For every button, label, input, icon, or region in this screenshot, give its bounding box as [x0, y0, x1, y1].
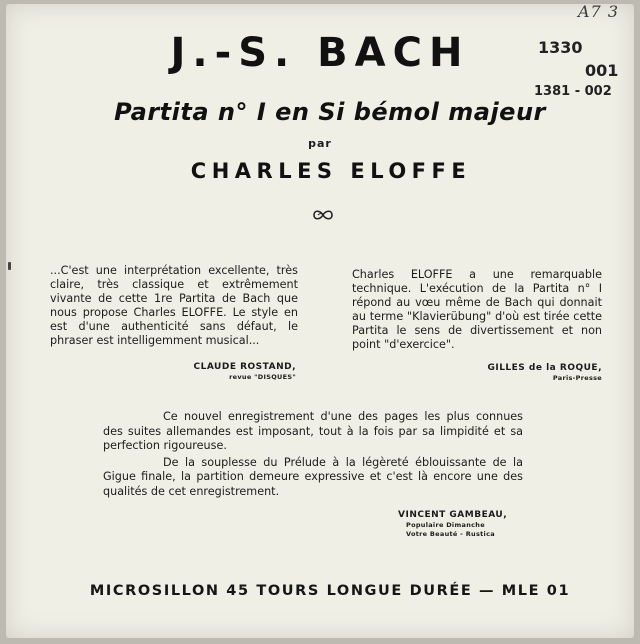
review-quote-right: Charles ELOFFE a une remarquable technique. L'exécution de la Partita n° I répond au vœu même de Bach qui donnait au terme "Klavierübung" d'où est tirée cette Partita le sens de divertissement et non point "d'exercice". [352, 268, 602, 351]
review-body [103, 410, 523, 501]
review-author-bottom: VINCENT GAMBEAU, [398, 510, 508, 520]
catalog-number-3: 1381 - 002 [534, 84, 612, 99]
handwritten-note: A7 3 [578, 2, 619, 21]
review-credit-right [450, 363, 602, 382]
review-quote-left: ...C'est une interprétation excellente, très claire, très classique et extrêmement vivante de cette 1re Partita de Bach que nous propose Charles ELOFFE. Le style en est d'une authenticité sans défaut, le phraser est intelligemment musical... [50, 264, 298, 347]
catalog-number-1: 1330 [538, 38, 583, 57]
review-paragraph-2: De la souplesse du Prélude à la légèreté éblouissante de la Gigue finale, la partition demeure expressive et c'est là encore une des qualités de cet enregistrement. [103, 455, 523, 498]
sleeve-mark [8, 262, 11, 270]
by-label: par [308, 137, 332, 150]
review-author-left: CLAUDE ROSTAND, [193, 362, 296, 372]
format-footer: MICROSILLON 45 TOURS LONGUE DURÉE — MLE 01 [89, 583, 571, 599]
review-source-bottom-2: Votre Beauté - Rustica [406, 530, 495, 538]
composer-title: J.-S. BACH [170, 30, 470, 76]
review-source-bottom-1: Populaire Dimanche [406, 521, 485, 529]
performer-name: CHARLES ELOFFE [190, 159, 472, 183]
double-loop-ornament-icon [312, 208, 334, 222]
review-credit-bottom [398, 510, 507, 538]
review-source-right: Paris-Presse [552, 374, 602, 382]
review-author-right: GILLES de la ROQUE, [487, 363, 602, 373]
catalog-number-2: 001 [585, 61, 619, 80]
review-credit-left [150, 362, 296, 381]
review-source-left: revue "DISQUES" [229, 373, 296, 381]
work-title: Partita n° I en Si bémol majeur [114, 98, 546, 126]
review-paragraph-1: Ce nouvel enregistrement d'une des pages les plus connues des suites allemandes est imposant, tout à la fois par sa limpidité et sa perfection rigoureuse. [103, 410, 523, 452]
